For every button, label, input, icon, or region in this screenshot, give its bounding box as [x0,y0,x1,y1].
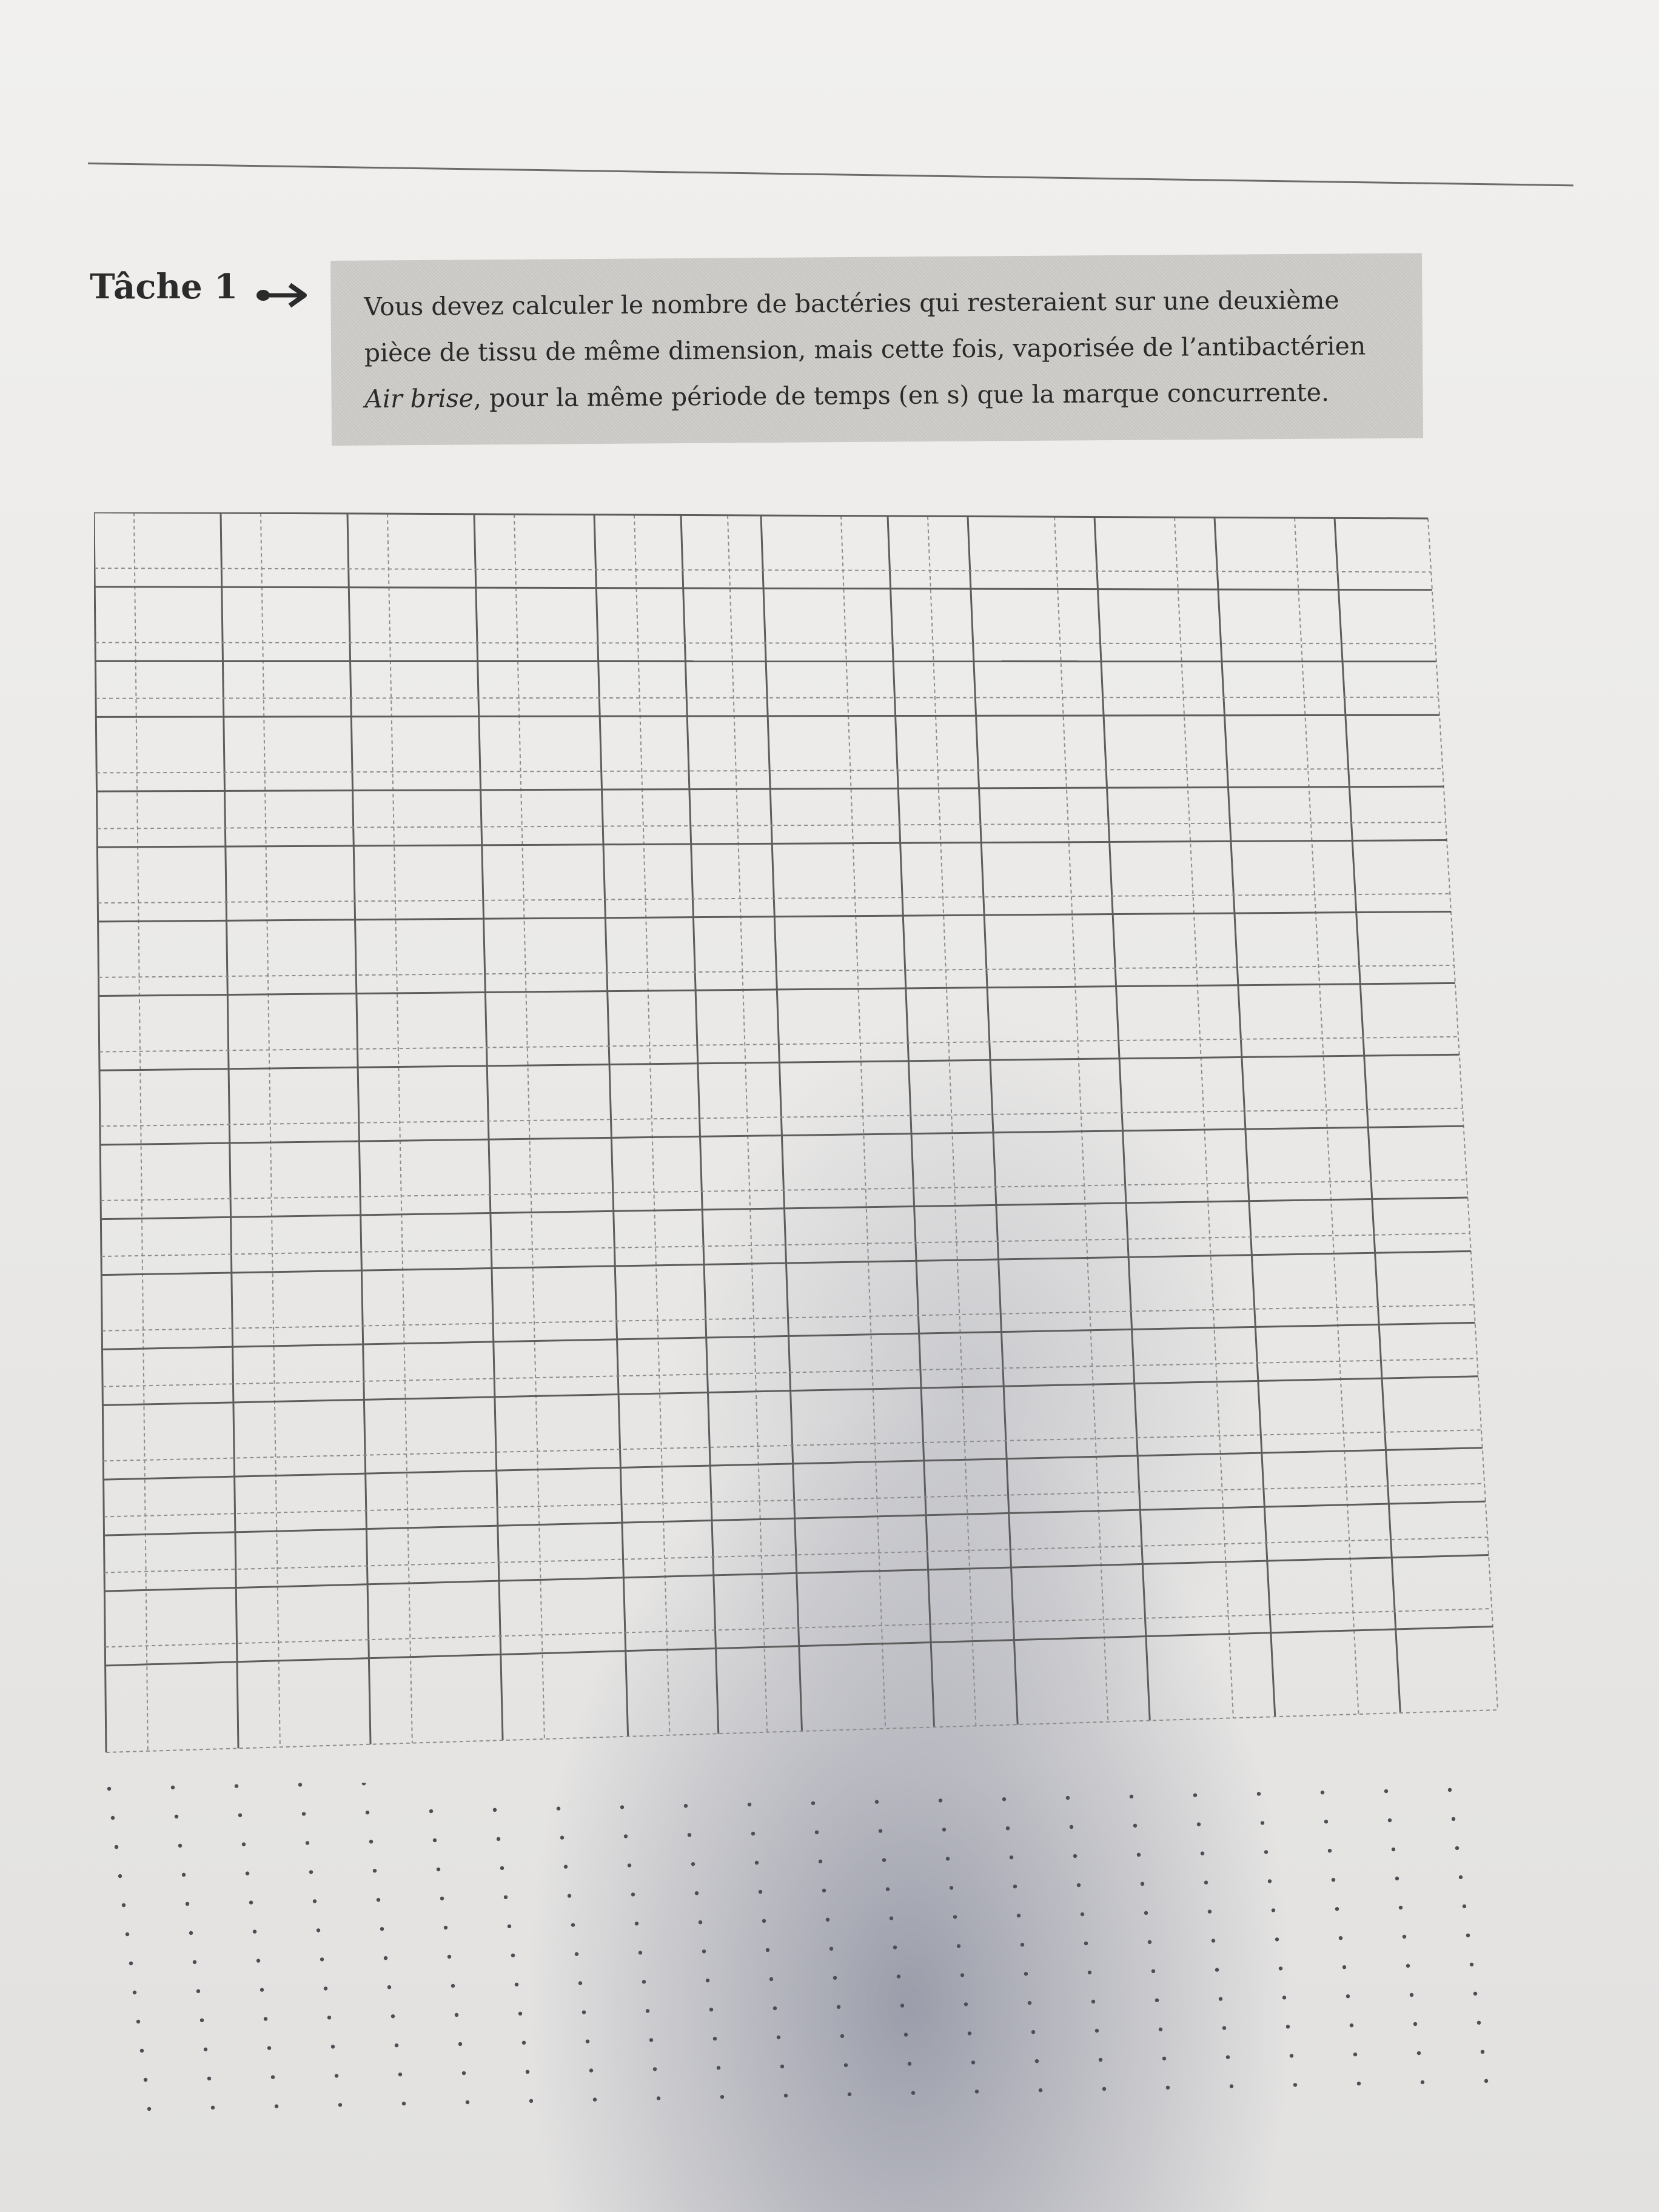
grid-dot [1070,1825,1073,1829]
grid-dot [267,2046,271,2049]
grid-dot [1193,1793,1197,1797]
product-name: Air brise [364,383,474,414]
grid-vertical-line [1054,517,1108,1721]
grid-dot [529,2099,533,2103]
grid-dot [1403,1935,1406,1939]
grid-dot [133,1991,136,1994]
dot-grid-points [94,1783,1519,2147]
grid-dot [777,2036,780,2039]
grid-dot [1421,2080,1424,2084]
grid-dot [1395,1877,1399,1880]
grid-dot [702,1949,706,1953]
grid-dot [688,1833,691,1837]
grid-dot [369,1840,373,1843]
grid-dot [366,1811,369,1814]
grid-dot [253,1929,256,1933]
grid-dot [1208,1909,1212,1913]
grid-dot [444,1926,447,1929]
grid-dot [593,2097,597,2101]
grid-dot [193,1960,196,1964]
grid-dot [1275,1937,1279,1941]
grid-dot [1010,1855,1013,1859]
grid-dot [691,1862,695,1866]
grid-dot [1257,1792,1261,1795]
grid-dot [1091,2000,1095,2003]
grid-dot [784,2094,788,2097]
grid-dot [264,2017,267,2020]
grid-dot [126,1932,129,1936]
grid-dot [298,1783,302,1786]
answer-grid-lines [94,512,1501,1761]
grid-dot [387,1985,391,1989]
grid-dot [635,1922,638,1925]
grid-dot [589,2068,593,2072]
grid-dot [1212,1939,1215,1942]
grid-dot [1261,1821,1264,1825]
grid-dot [317,1928,320,1932]
grid-dot [1481,2050,1484,2054]
grid-dot [260,1988,264,1991]
grid-dot [493,1808,497,1812]
grid-dot [1204,1880,1208,1884]
grid-dot [620,1805,624,1809]
grid-dot [462,2071,466,2075]
grid-dot [1028,2001,1031,2005]
grid-horizontal-line [96,715,1439,717]
grid-dot [1350,2023,1353,2027]
grid-dot [455,2013,458,2017]
grid-dot [900,2003,904,2007]
grid-dot [171,1786,175,1789]
grid-dot [657,2096,660,2100]
grid-dot [882,1858,886,1862]
grid-dot [1324,1820,1328,1823]
grid-dot [246,1871,249,1875]
grid-dot [773,2006,777,2010]
grid-dot [1017,1914,1021,1917]
grid-dot [1448,1788,1452,1792]
grid-dot [1339,1936,1342,1940]
grid-dot [1162,2057,1166,2060]
grid-dot [759,1890,762,1894]
grid-dot [957,1944,960,1948]
grid-dot [939,1798,942,1802]
grid-dot [1151,1969,1155,1973]
grid-dot [840,2034,844,2038]
grid-dot [1466,1934,1470,1937]
instruction-line-2: pièce de tissu de même dimension, mais cette fois, vaporisée de l’antibactérien [364,331,1366,367]
task-label: Tâche 1 [90,267,238,307]
grid-dot [1264,1850,1268,1854]
grid-dot [1039,2088,1042,2092]
grid-dot [458,2042,462,2046]
grid-dot [377,1898,380,1902]
grid-dot [1219,1997,1222,2000]
grid-dot [1290,2054,1293,2057]
instruction-line-3-rest: , pour la même période de temps (en s) que la marque concurrente. [473,377,1330,413]
grid-dot [309,1870,313,1874]
grid-dot [897,1974,900,1978]
grid-dot [515,1983,518,1986]
grid-dot [1102,2087,1106,2091]
grid-dot [968,2031,971,2035]
grid-dot [504,1895,508,1899]
grid-dot [451,1984,455,1988]
grid-dot [1095,2029,1099,2033]
grid-dot [1346,1994,1350,1998]
grid-dot [186,1902,189,1906]
grid-dot [649,2038,653,2042]
grid-dot [953,1915,957,1919]
grid-dot [695,1891,699,1895]
grid-dot [238,1813,242,1817]
grid-dot [1021,1943,1024,1946]
grid-dot [235,1784,238,1788]
grid-dot [182,1873,186,1877]
grid-dot [811,1801,815,1805]
grid-dot [1141,1882,1144,1886]
grid-dot [971,2060,975,2064]
grid-dot [642,1980,646,1983]
grid-dot [1197,1822,1201,1826]
grid-dot [1066,1796,1070,1800]
grid-dot [1406,1964,1410,1968]
grid-dot [815,1831,819,1834]
grid-dot [466,2100,469,2104]
grid-dot [335,2074,338,2077]
grid-dot [1268,1879,1272,1883]
grid-dot [713,2037,717,2040]
grid-dot [890,1916,893,1920]
grid-dot [1002,1797,1006,1801]
grid-horizontal-line [95,643,1435,644]
grid-dot [398,2073,402,2076]
grid-dot [848,2093,851,2096]
grid-dot [111,1816,115,1820]
grid-dot [447,1955,451,1959]
grid-dot [1452,1817,1455,1821]
grid-dot [638,1951,642,1954]
grid-dot [1286,2025,1290,2028]
grid-dot [1321,1791,1324,1794]
grid-dot [624,1834,628,1838]
grid-dot [568,1894,571,1897]
grid-dot [964,2002,968,2006]
grid-dot [373,1869,377,1872]
grid-dot [911,2091,915,2094]
grid-dot [1006,1826,1010,1830]
grid-dot [1137,1853,1141,1857]
grid-dot [1335,1907,1339,1911]
grid-dot [1399,1906,1403,1909]
grid-dot [1024,1972,1028,1976]
instruction-line-3 [364,369,1407,422]
grid-dot [946,1857,950,1860]
grid-dot [557,1806,560,1810]
grid-dot [1410,1993,1413,1997]
grid-dot [1272,1908,1275,1912]
grid-dot [122,1903,126,1907]
grid-dot [275,2104,278,2108]
grid-dot [1031,2030,1035,2034]
grid-dot [586,2039,589,2043]
grid-dot [1099,2058,1102,2062]
grid-dot [256,1959,260,1962]
grid-dot [320,1957,324,1961]
grid-dot [830,1947,833,1951]
grid-dot [1484,2079,1488,2083]
grid-dot [1473,1992,1477,1996]
grid-dot [950,1886,953,1889]
grid-dot [189,1931,193,1935]
grid-dot [709,2008,713,2011]
grid-dot [819,1860,822,1863]
grid-dot [211,2106,215,2110]
grid-dot [1353,2053,1357,2056]
grid-dot [1144,1911,1148,1915]
grid-dot [429,1809,433,1813]
grid-dot [1357,2082,1361,2085]
grid-dot [526,2070,529,2074]
grid-dot [1226,2055,1230,2059]
grid-dot [508,1925,511,1928]
grid-dot [391,2014,395,2018]
grid-dot [1342,1965,1346,1969]
grid-dot [879,1829,882,1832]
grid-dot [327,2016,331,2019]
grid-dot [1477,2021,1481,2025]
instruction-line-1: Vous devez calculer le nombre de bactéries qui resteraient sur une deuxième [364,285,1339,321]
grid-dot [826,1918,830,1922]
grid-dot [313,1899,317,1903]
grid-dot [893,1945,897,1949]
grid-vertical-line [728,515,767,1732]
double-chevron-arrow-icon [255,280,309,310]
grid-dot [338,2103,342,2106]
grid-dot [147,2107,151,2111]
grid-dot [196,1989,200,1993]
grid-dot [518,2012,522,2016]
grid-dot [564,1865,568,1868]
grid-dot [207,2077,211,2080]
grid-dot [1215,1968,1219,1971]
grid-dot [1392,1848,1395,1851]
grid-dot [1328,1849,1332,1852]
grid-dot [1013,1885,1017,1888]
grid-dot [560,1835,564,1839]
grid-dot [751,1832,755,1835]
grid-vertical-line [1094,517,1150,1721]
task-instruction [364,276,1408,422]
grid-dot [769,1977,773,1981]
grid-dot [200,2019,204,2022]
grid-dot [136,2020,140,2023]
grid-dot [306,1841,309,1845]
grid-dot [1332,1878,1335,1882]
grid-dot [1230,2084,1233,2088]
grid-dot [107,1787,111,1791]
grid-dot [384,1956,387,1960]
grid-dot [1073,1854,1077,1858]
grid-dot [762,1919,766,1923]
grid-dot [433,1838,437,1842]
grid-dot [833,1976,837,1980]
grid-dot [1455,1846,1459,1850]
grid-dot [497,1837,500,1841]
grid-dot [975,2090,979,2093]
grid-dot [522,2041,526,2045]
grid-dot [631,1892,635,1896]
grid-dot [1459,1875,1463,1879]
answer-grid [94,512,1501,1761]
grid-dot [1293,2083,1297,2086]
grid-dot [628,1863,631,1867]
grid-dot [582,2010,586,2014]
grid-dot [571,1923,575,1926]
grid-dot [204,2048,207,2051]
grid-dot [646,2009,649,2013]
grid-dot [1388,1818,1392,1822]
grid-dot [440,1897,444,1900]
grid-dot [575,1952,578,1956]
grid-dot [1130,1795,1133,1798]
grid-dot [748,1803,751,1806]
grid-dot [380,1927,384,1931]
grid-dot [402,2102,406,2105]
grid-dot [942,1828,946,1831]
grid-dot [1417,2051,1421,2055]
grid-dot [886,1887,890,1891]
grid-dot [1279,1966,1282,1970]
grid-dot [1413,2022,1417,2026]
grid-dot [822,1889,826,1892]
grid-dot [242,1842,246,1846]
grid-dot [175,1815,178,1818]
grid-dot [511,1954,515,1957]
grid-dot [271,2075,275,2079]
grid-dot [844,2063,848,2067]
grid-dot [717,2066,720,2070]
header-rule [88,163,1574,186]
grid-dot [140,2049,144,2053]
grid-dot [720,2095,724,2099]
grid-dot [653,2067,657,2071]
grid-dot [331,2045,335,2048]
grid-dot [1222,2026,1226,2029]
grid-dot [1081,1912,1084,1916]
grid-vertical-line [761,515,802,1731]
grid-dot [837,2005,840,2009]
grid-dot [1035,2059,1039,2063]
grid-dot [1470,1963,1473,1966]
dot-grid [94,1783,1519,2147]
grid-dot [578,1981,582,1985]
grid-dot [500,1866,504,1870]
grid-dot [1201,1851,1204,1855]
grid-dot [362,1783,366,1785]
grid-dot [908,2062,911,2065]
grid-dot [755,1861,759,1865]
grid-dot [1384,1789,1388,1793]
grid-dot [766,1948,769,1952]
grid-dot [960,1973,964,1977]
grid-dot [684,1804,688,1808]
grid-dot [904,2033,908,2036]
grid-dot [118,1874,122,1878]
grid-dot [1088,1971,1091,1974]
grid-dot [129,1962,133,1965]
grid-dot [1133,1824,1137,1828]
grid-dot [875,1800,879,1803]
grid-dot [395,2043,398,2047]
grid-dot [699,1920,702,1924]
grid-dot [324,1986,327,1990]
grid-dot [437,1868,440,1871]
grid-dot [1084,1942,1088,1945]
grid-dot [115,1845,118,1849]
grid-dot [249,1900,253,1904]
grid-dot [1155,1999,1159,2002]
grid-dot [706,1979,709,1982]
grid-dot [1282,1996,1286,1999]
grid-dot [1463,1905,1466,1908]
grid-dot [1077,1883,1081,1887]
grid-dot [302,1812,306,1815]
grid-dot [178,1844,182,1848]
grid-dot [780,2065,784,2068]
grid-dot [1148,1940,1151,1944]
grid-dot [1166,2086,1170,2090]
grid-dot [144,2078,147,2082]
grid-dot [1159,2028,1162,2031]
